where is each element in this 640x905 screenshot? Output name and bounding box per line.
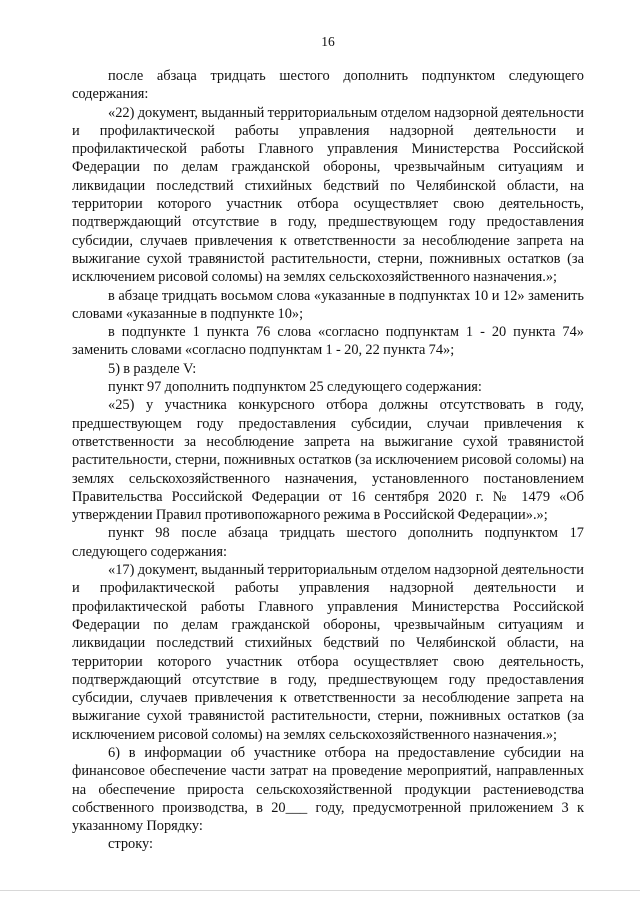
paragraph: «25) у участника конкурсного отбора должны отсутствовать в году, предшествующем году предоставления субсидии, случаи привлечения к ответственности за несоблюдение запрета на выжигание сухой травянистой растительности, стерни, пожнивных остатков (за исключением рисовой соломы) на землях сельскохозяйственного назначения, установленного постановлением Правительства Российской Федерации от 16 сентября 2020 г. № 1479 «Об утверждении Правил противопожарного режима в Российской Федерации».»; — [72, 397, 584, 524]
paragraph: пункт 97 дополнить подпунктом 25 следующего содержания: — [108, 379, 482, 396]
paragraph: после абзаца тридцать шестого дополнить подпунктом следующего содержания: — [72, 68, 584, 103]
paragraph: строку: — [108, 836, 154, 853]
document-body — [72, 67, 584, 854]
paragraph: 6) в информации об участнике отбора на предоставление субсидии на финансовое обеспечение части затрат на проведение мероприятий, направленных на обеспечение прироста сельскохозяйственной продукции растениеводства собственного производства, в 20___ году, предусмотренной приложением 3 к указанному Порядку: — [72, 744, 584, 835]
document-page — [72, 0, 584, 905]
paragraph: в абзаце тридцать восьмом слова «указанные в подпунктах 10 и 12» заменить словами «указанные в подпункте 10»; — [72, 287, 584, 322]
paragraph: пункт 98 после абзаца тридцать шестого дополнить подпунктом 17 следующего содержания: — [72, 525, 584, 560]
paragraph: 5) в разделе V: — [108, 360, 197, 377]
paragraph: в подпункте 1 пункта 76 слова «согласно подпунктам 1 - 20 пункта 74» заменить словами «согласно подпунктам 1 - 20, 22 пункта 74»; — [72, 324, 584, 359]
page-number: 16 — [321, 34, 335, 49]
paragraph: «22) документ, выданный территориальным отделом надзорной деятельности и профилактической работы управления надзорной деятельности и профилактической работы Главного управления Министерства Российской Федерации по делам гражданской обороны, чрезвычайным ситуациям и ликвидации последствий стихийных бедствий по Челябинской области, на территории которого участник отбора осуществляет свою деятельность, подтверждающий отсутствие в году, предшествующем году предоставления субсидии, случаев привлечения к ответственности за несоблюдение запрета на выжигание сухой травянистой растительности, стерни, пожнивных остатков (за исключением рисовой соломы) на землях сельскохозяйственного назначения.»; — [72, 104, 584, 286]
paragraph: «17) документ, выданный территориальным отделом надзорной деятельности и профилактической работы управления надзорной деятельности и профилактической работы Главного управления Министерства Российской Федерации по делам гражданской обороны, чрезвычайным ситуациям и ликвидации последствий стихийных бедствий по Челябинской области, на территории которого участник отбора осуществляет свою деятельность, подтверждающий отсутствие в году, предшествующем году предоставления субсидии, случаев привлечения к ответственности за несоблюдение запрета на выжигание сухой травянистой растительности, стерни, пожнивных остатков (за исключением рисовой соломы) на землях сельскохозяйственного назначения.»; — [72, 562, 584, 743]
page-bottom-edge — [0, 890, 640, 891]
